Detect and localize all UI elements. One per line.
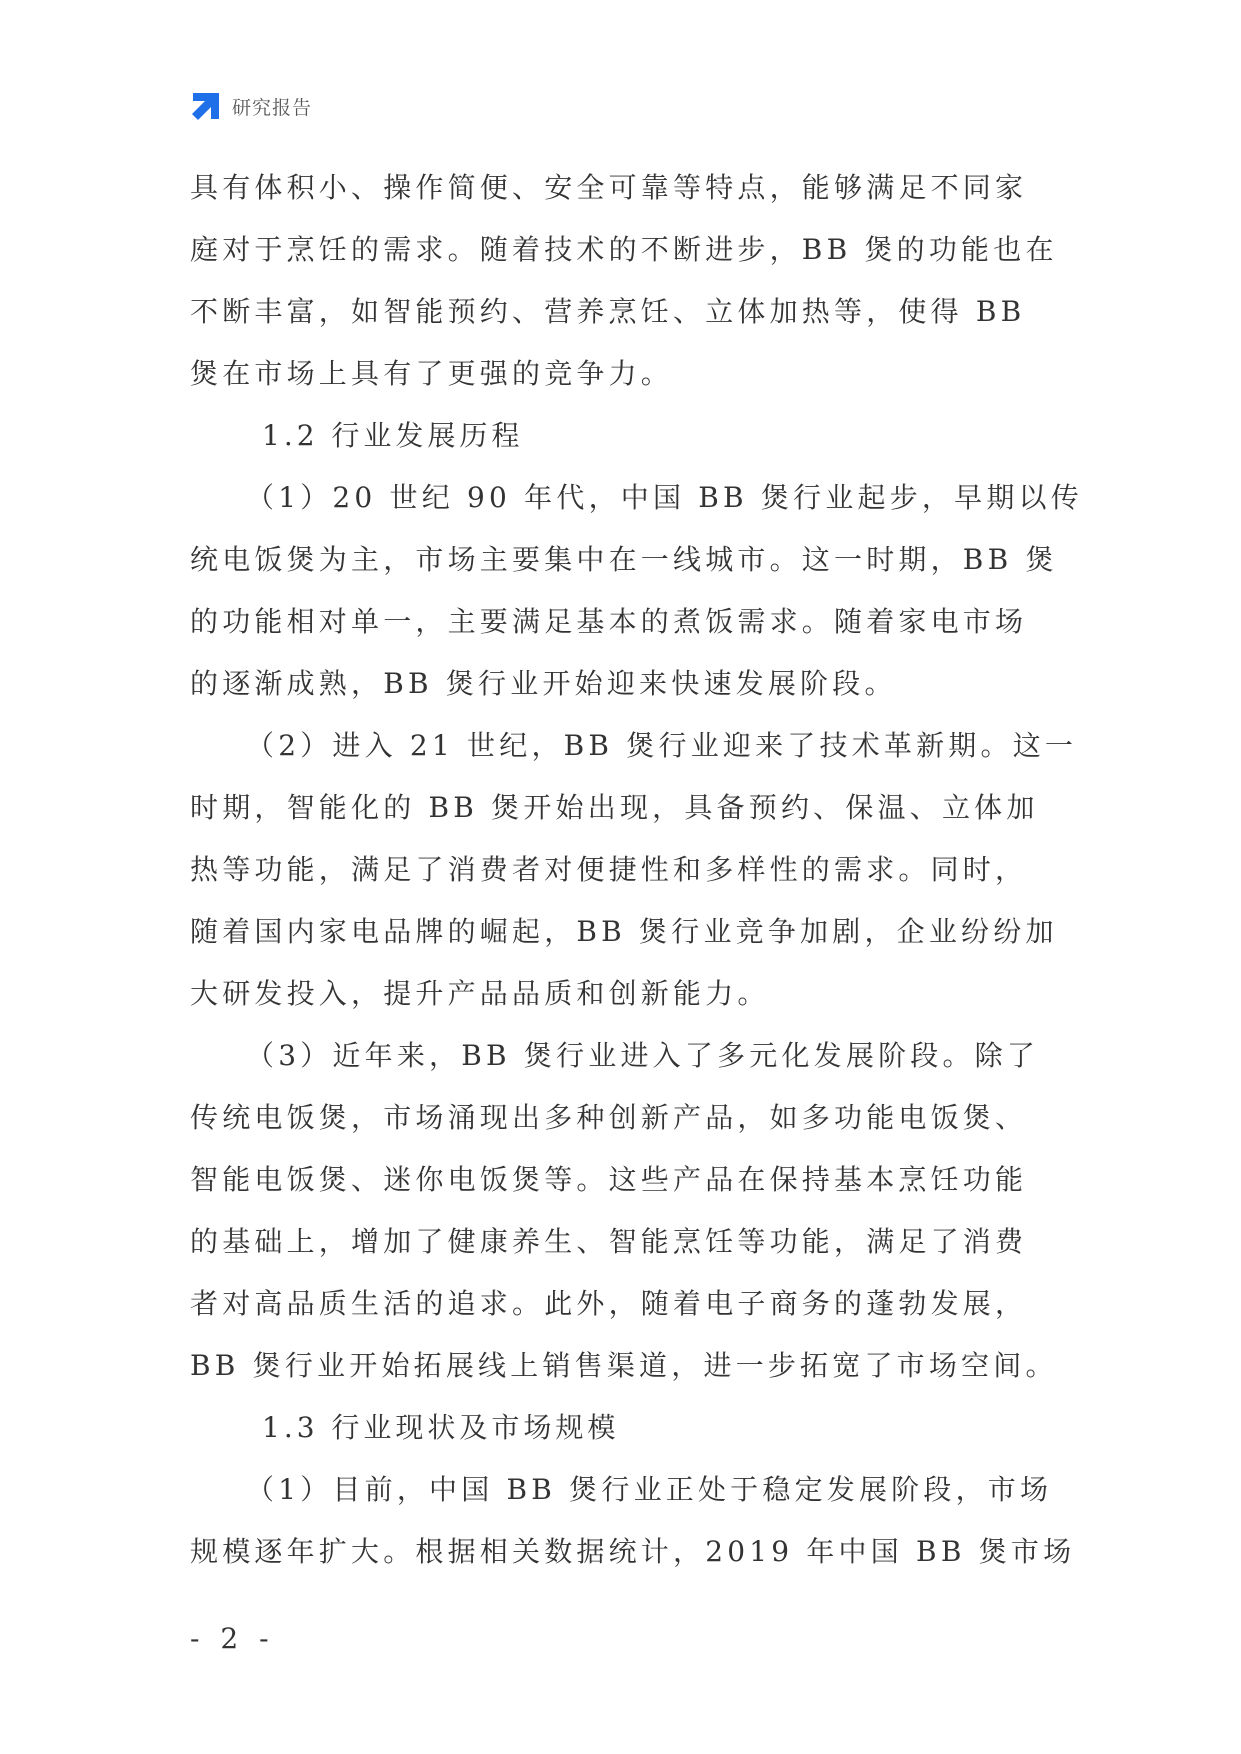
paragraph <box>190 1025 1058 1397</box>
text-line: 者对高品质生活的追求。此外，随着电子商务的蓬勃发展， <box>190 1287 1028 1320</box>
report-header <box>190 88 312 124</box>
text-line: 统电饭煲为主，市场主要集中在一线城市。这一时期，BB 煲 <box>190 543 1058 576</box>
paragraph <box>190 157 1058 405</box>
text-line: BB 煲行业开始拓展线上销售渠道，进一步拓宽了市场空间。 <box>190 1349 1058 1382</box>
text-line: 具有体积小、操作简便、安全可靠等特点，能够满足不同家 <box>190 171 1028 204</box>
text-line: 不断丰富，如智能预约、营养烹饪、立体加热等，使得 BB <box>190 295 1026 328</box>
text-line: 热等功能，满足了消费者对便捷性和多样性的需求。同时， <box>190 853 1028 886</box>
paragraph <box>190 467 1083 715</box>
text-line: （3）近年来，BB 煲行业进入了多元化发展阶段。除了 <box>246 1039 1040 1072</box>
text-line: 规模逐年扩大。根据相关数据统计，2019 年中国 BB 煲市场 <box>190 1535 1076 1568</box>
text-line: 智能电饭煲、迷你电饭煲等。这些产品在保持基本烹饪功能 <box>190 1163 1028 1196</box>
text-line: 煲在市场上具有了更强的竞争力。 <box>190 357 674 390</box>
section-heading: 1.3 行业现状及市场规模 <box>262 1411 620 1444</box>
paragraph <box>190 1459 1076 1583</box>
text-line: 时期，智能化的 BB 煲开始出现，具备预约、保温、立体加 <box>190 791 1039 824</box>
text-line: （2）进入 21 世纪，BB 煲行业迎来了技术革新期。这一 <box>246 729 1078 762</box>
paragraph <box>190 715 1078 1025</box>
text-line: （1）目前，中国 BB 煲行业正处于稳定发展阶段，市场 <box>246 1473 1053 1506</box>
report-type-label: 研究报告 <box>232 96 313 119</box>
text-line: 大研发投入，提升产品品质和创新能力。 <box>190 977 770 1010</box>
section-heading: 1.2 行业发展历程 <box>262 419 524 452</box>
text-line: 传统电饭煲，市场涌现出多种创新产品，如多功能电饭煲、 <box>190 1101 1028 1134</box>
text-line: 的逐渐成熟，BB 煲行业开始迎来快速发展阶段。 <box>190 667 897 700</box>
text-line: 庭对于烹饪的需求。随着技术的不断进步，BB 煲的功能也在 <box>190 233 1058 266</box>
text-line: 的功能相对单一，主要满足基本的煮饭需求。随着家电市场 <box>190 605 1028 638</box>
text-line: 随着国内家电品牌的崛起，BB 煲行业竞争加剧，企业纷纷加 <box>190 915 1058 948</box>
page-number: - 2 - <box>190 1622 275 1655</box>
arrow-logo-icon <box>190 90 222 122</box>
text-line: 的基础上，增加了健康养生、智能烹饪等功能，满足了消费 <box>190 1225 1028 1258</box>
text-line: （1）20 世纪 90 年代，中国 BB 煲行业起步，早期以传 <box>246 481 1083 514</box>
document-body <box>190 157 1083 1583</box>
